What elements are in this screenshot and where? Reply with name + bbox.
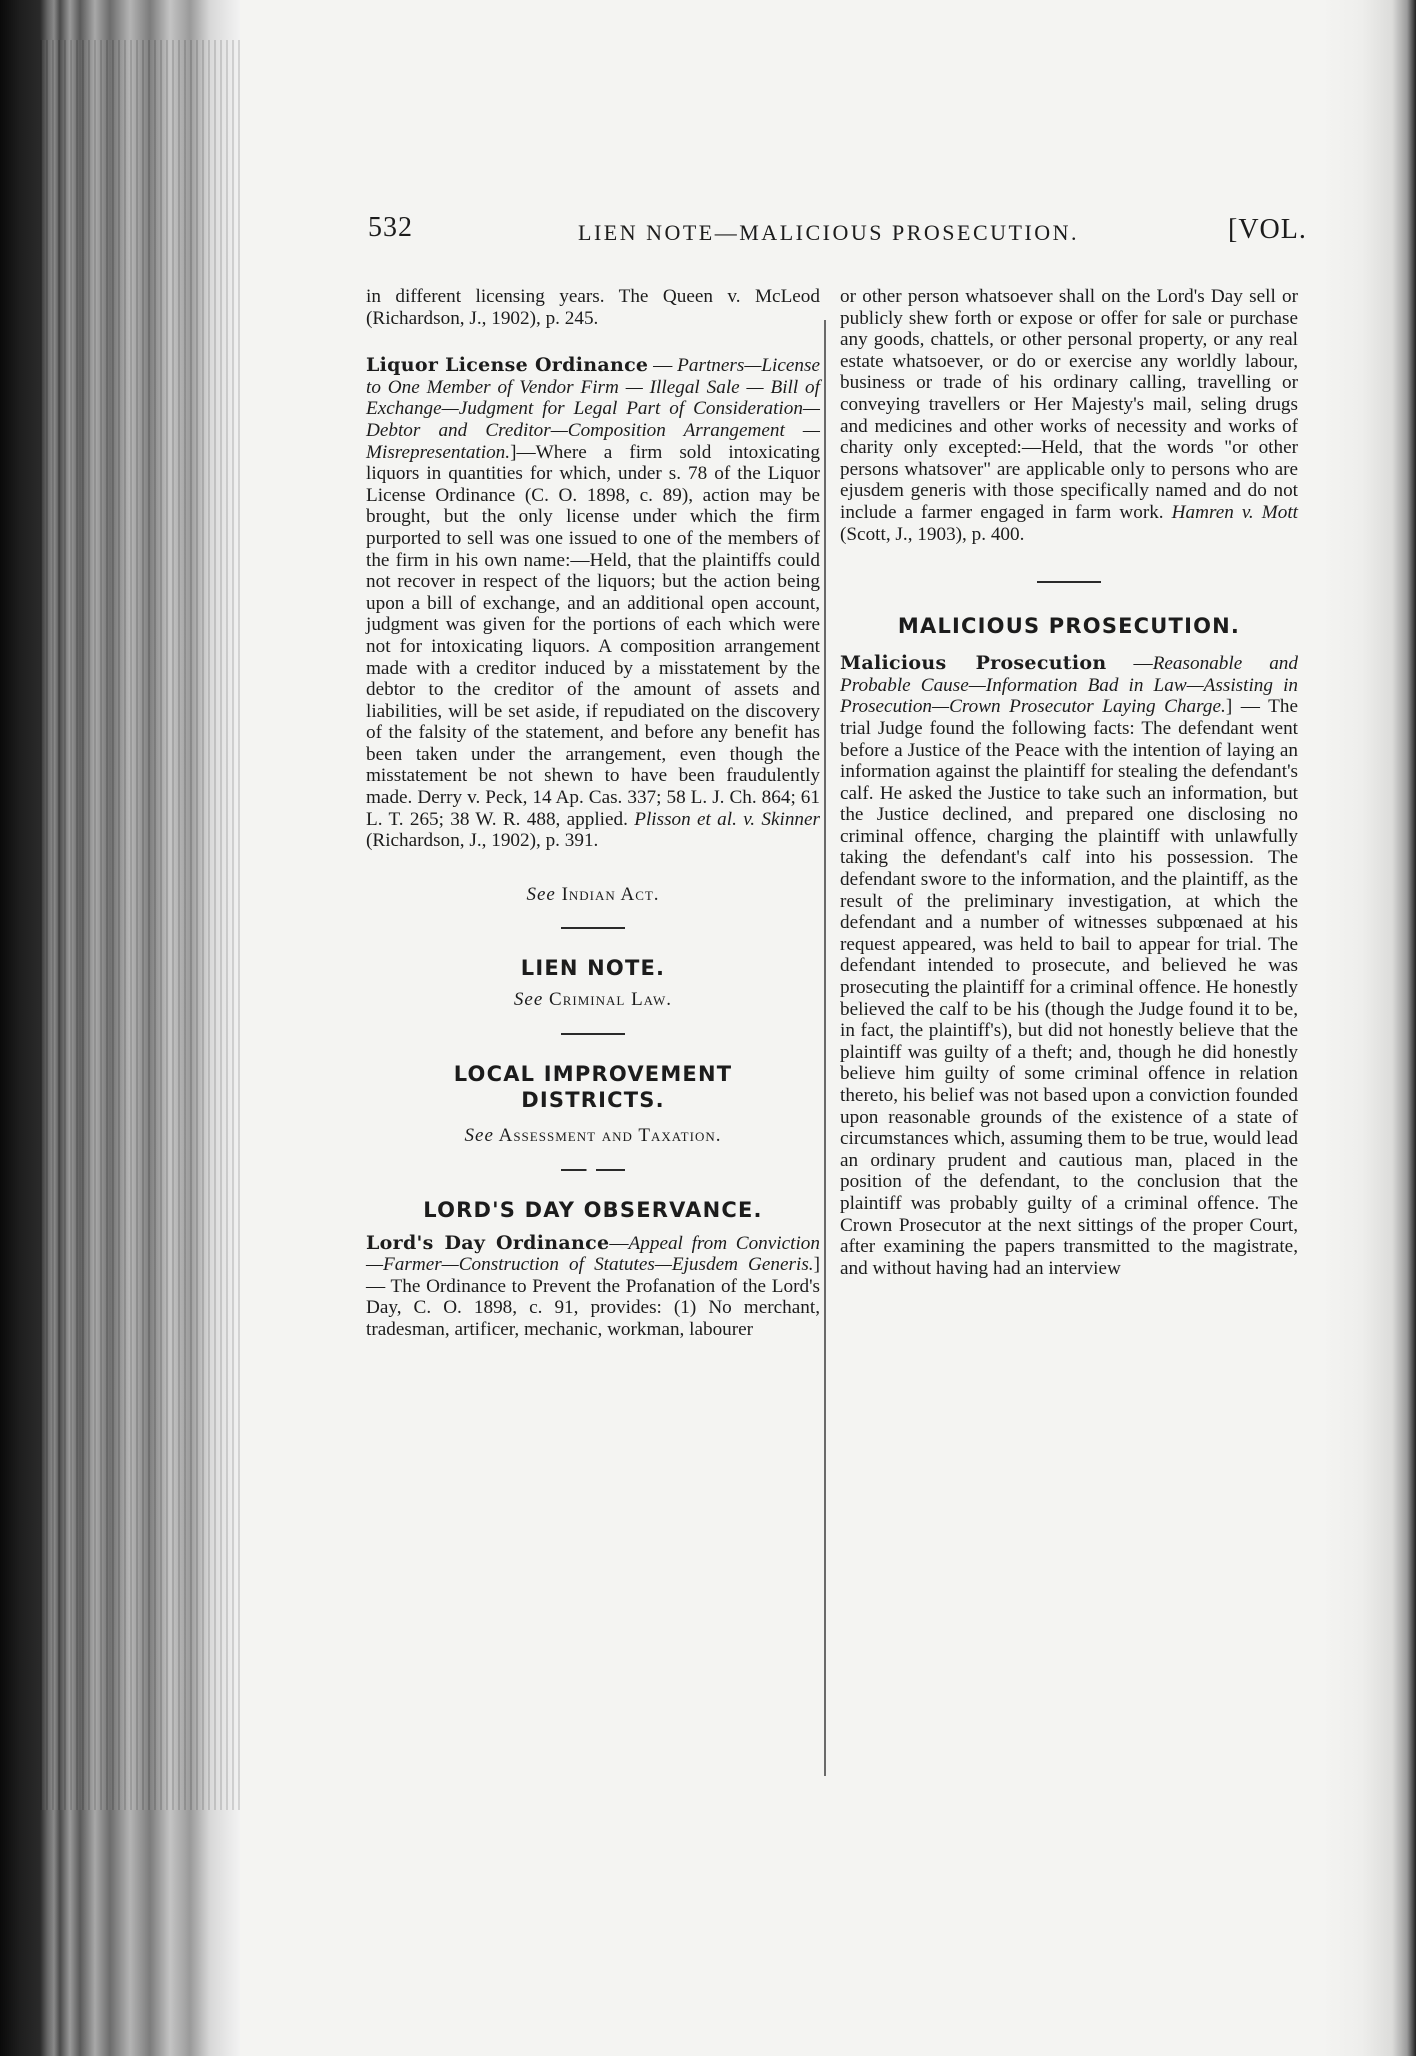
left-column <box>366 286 820 1341</box>
section-divider <box>1037 581 1101 583</box>
see-reference-assessment-taxation[interactable] <box>366 1125 820 1147</box>
section-divider <box>561 927 625 929</box>
heading-lien-note: LIEN NOTE. <box>520 956 666 981</box>
entry-dash: — <box>648 355 678 377</box>
entry-case-citation: (Richardson, J., 1902), p. 391. <box>366 830 599 852</box>
see-target: Assessment and Taxation. <box>498 1125 722 1147</box>
page-right-edge <box>1322 0 1416 2056</box>
entry-case-name: Hamren v. Mott <box>1171 501 1298 523</box>
heading-local-improvement-districts: LOCAL IMPROVEMENT DISTRICTS. <box>453 1062 733 1113</box>
entry-catchwords: Appeal from Conviction—Farmer—Construction of Statutes—Ejusdem Generis. <box>366 1232 820 1276</box>
heading-lords-day-observance: LORD'S DAY OBSERVANCE. <box>423 1197 763 1222</box>
entry-body: ] — The Ordinance to Prevent the Profanation of the Lord's Day, C. O. 1898, c. 91, provides: (1) No merchant, tradesman, artificer, mechanic, workman, labourer <box>366 1254 820 1340</box>
see-target: Indian Act. <box>561 883 660 905</box>
see-label: See <box>526 883 556 905</box>
see-reference-indian-act[interactable] <box>366 884 820 906</box>
book-page-edges <box>0 0 240 2056</box>
entry-catchwords: Reasonable and Probable Cause—Information Bad in Law—Assisting in Prosecution—Crown Prosecutor Laying Charge. <box>840 653 1298 718</box>
lords-day-entry <box>366 1233 820 1341</box>
section-divider <box>561 1169 625 1171</box>
entry-title: Malicious Prosecution <box>840 652 1107 675</box>
column-rule <box>824 320 826 1776</box>
running-header <box>368 206 1308 256</box>
entry-case-name: Plisson et al. v. Skinner <box>634 808 821 830</box>
entry-body: ]—Where a firm sold intoxicating liquors in quantities for which, under s. 78 of the Liquor License Ordinance (C. O. 1898, c. 89), action may be brought, but the only license under which the firm purported to sell was one issued to one of the members of the firm in his own name:—Held, that the plaintiffs could not recover in respect of the liquors; but the action being upon a bill of exchange, and an additional open account, judgment was given for the portions of each which were not for intoxicating liquors. A composition arrangement made with a creditor induced by a misstatement by the debtor to the creditor of the amount of assets and liabilities, will be set aside, if repudiated on the discovery of the falsity of the statement, and before any benefit has been taken under the arrangement, even though the misstatement be not shewn to have been fraudulently made. Derry v. Peck, 14 Ap. Cas. 337; 58 L. J. Ch. 864; 61 L. T. 265; 38 W. R. 488, applied. <box>366 441 820 830</box>
see-reference-criminal-law[interactable] <box>366 989 820 1011</box>
malicious-prosecution-entry <box>840 653 1298 1279</box>
see-target: Criminal Law. <box>549 989 673 1011</box>
see-label: See <box>513 989 544 1011</box>
entry-body: or other person whatsoever shall on the Lord's Day sell or publicly shew forth or expose or offer for sale or purchase any goods, chattels, or other personal property, or any real estate whatsoever, or do or exercise any worldly labour, business or trade of his ordinary calling, travelling or conveying travellers or Her Majesty's mail, seling drugs and medicines and other works of necessity and works of charity only excepted:—Held, that the words "or other persons whatsover" are applicable only to persons who are ejusdem generis with those specifically named and do not include a farmer engaged in farm work. <box>840 286 1298 523</box>
page-number: 532 <box>368 212 413 243</box>
heading-malicious-prosecution: MALICIOUS PROSECUTION. <box>897 614 1241 639</box>
entry-dash: — <box>1106 653 1153 675</box>
see-label: See <box>464 1125 494 1147</box>
entry-title: Lord's Day Ordinance <box>366 1231 610 1254</box>
entry-body: ] — The trial Judge found the following facts: The defendant went before a Justice of the Peace with the intention of laying an information against the plaintiff for stealing the defendant's calf. He asked the Justice to take such an information, but the Justice declined, and prepared one disclosing no criminal offence, charging the plaintiff with unlawfully taking the defendant's calf into his possession. The defendant swore to the information, and the plaintiff, as the result of the preliminary investigation, at which the defendant and a number of witnesses subpœnaed at his request appeared, was held to bail to appear for trial. The defendant intended to prosecute, and believed he was prosecuting the plaintiff for a criminal offence. He honestly believed the calf to be his (though the Judge found it to be, in fact, the plaintiff's), but did not honestly believe that the plaintiff was guilty of a theft; and, though he did honestly believe him guilty of some criminal offence in relation thereto, his belief was not based upon a conviction founded upon reasonable grounds of the existence of a state of circumstances which, assuming them to be true, would lead an ordinary prudent and cautious man, placed in the position of the defendant, to the conclusion that the plaintiff was probably guilty of a criminal offence. The Crown Prosecutor at the next sittings of the proper Court, after examining the papers transmitted to the magistrate, and without having had an interview <box>840 696 1298 1279</box>
running-title: LIEN NOTE—MALICIOUS PROSECUTION. <box>578 220 1080 245</box>
continued-paragraph: in different licensing years. The Queen v. McLeod (Richardson, J., 1902), p. 245. <box>366 286 820 329</box>
right-column <box>840 286 1298 1279</box>
entry-catchwords: Partners—License to One Member of Vendor Firm — Illegal Sale — Bill of Exchange—Judgment for Legal Part of Consideration—Debtor and Creditor—Composition Arrangement — Misrepresentation. <box>366 355 820 463</box>
liquor-license-entry <box>366 355 820 852</box>
entry-title: Liquor License Ordinance <box>366 354 649 377</box>
volume-marker: [VOL. <box>1228 214 1307 245</box>
entry-dash: — <box>609 1232 629 1254</box>
entry-case-citation: (Scott, J., 1903), p. 400. <box>840 523 1025 545</box>
lords-day-continuation <box>840 286 1298 545</box>
section-divider <box>561 1033 625 1035</box>
